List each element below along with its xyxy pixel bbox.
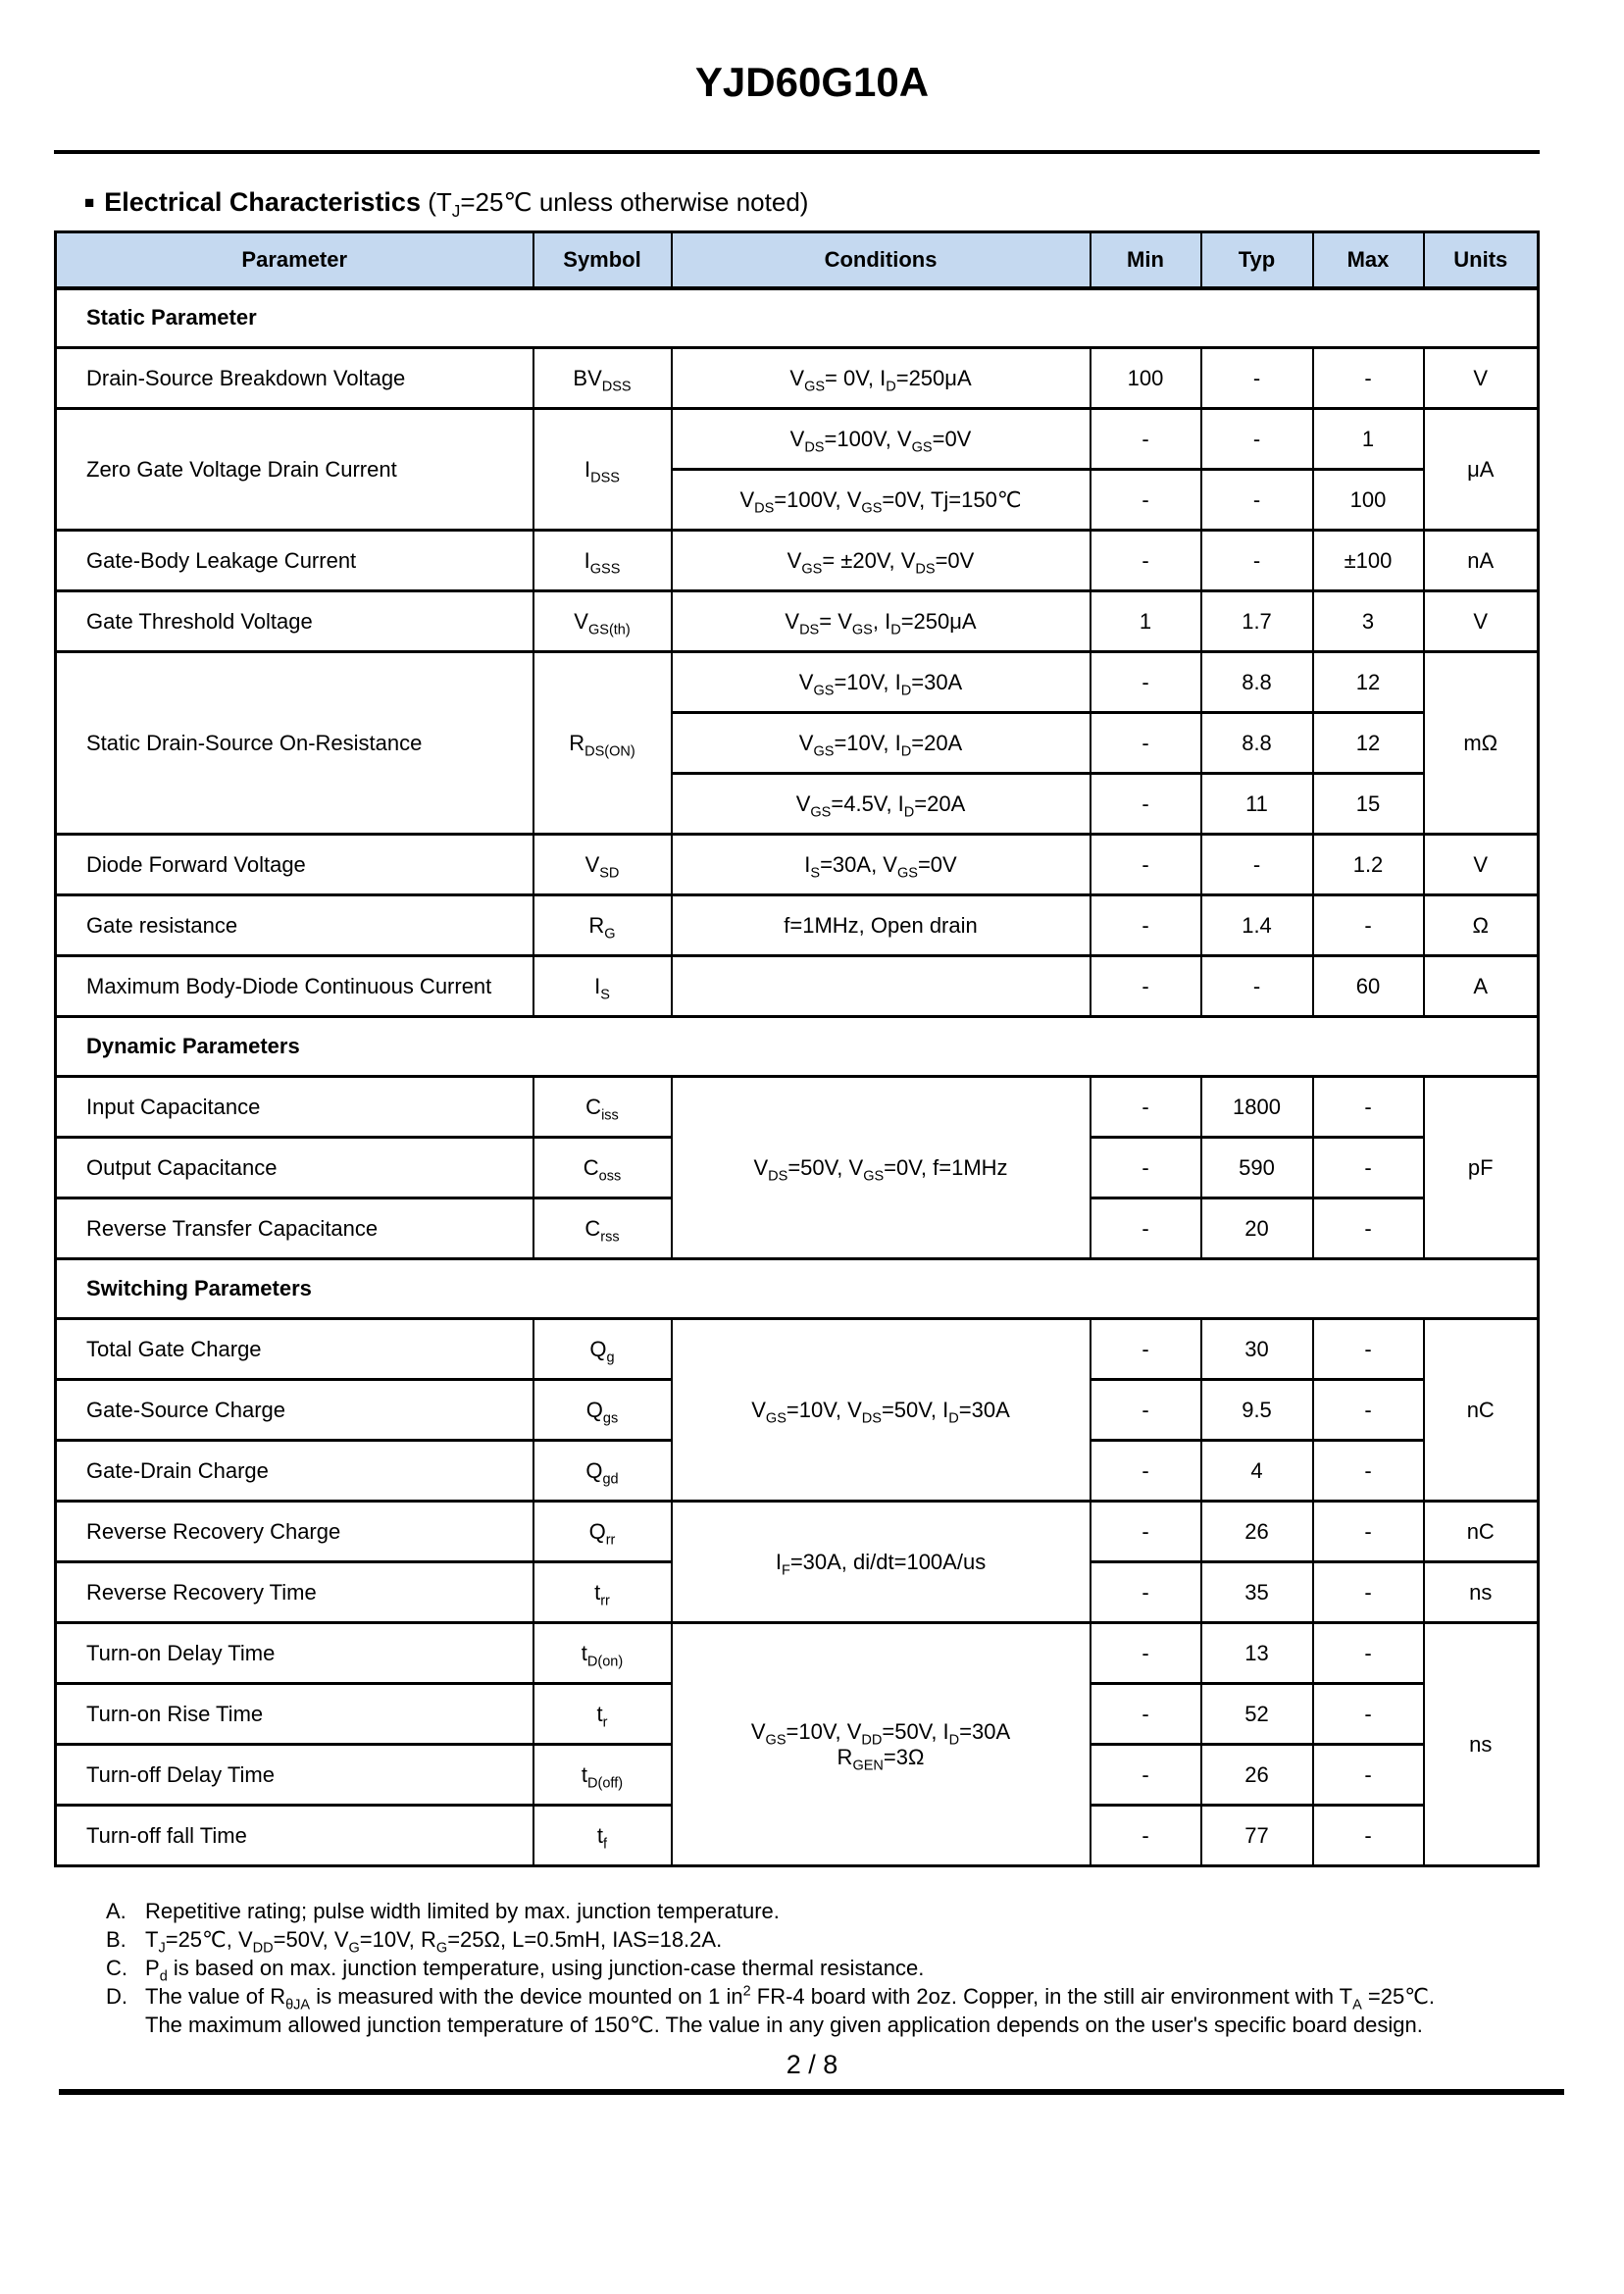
min-cell: - bbox=[1091, 1319, 1201, 1380]
footnote-c bbox=[106, 1954, 1624, 1985]
square-bullet-icon: ■ bbox=[84, 193, 95, 212]
title-divider-rule bbox=[54, 150, 1540, 154]
max-cell: 100 bbox=[1313, 470, 1424, 531]
conditions-cell: $V_{GS}=10V$, $I_D=20A$ bbox=[672, 713, 1091, 774]
footnote-label: A. bbox=[106, 1899, 127, 1923]
min-cell: 100 bbox=[1091, 348, 1201, 409]
parameter-cell: Gate-Source Charge bbox=[56, 1380, 533, 1441]
min-cell: - bbox=[1091, 531, 1201, 591]
header-row bbox=[56, 232, 1539, 288]
conditions-cell: $I_F=30A$, di/dt=100A/us bbox=[672, 1502, 1091, 1623]
footnote-text: $T_J=25℃$, $V_{DD}=50V$, $V_G=10V$, $R_G=25\Omega$, L=0.5mH, IAS=18.2A. bbox=[145, 1927, 723, 1957]
max-cell: 1.2 bbox=[1313, 835, 1424, 895]
footnote-label: B. bbox=[106, 1927, 127, 1952]
footnotes bbox=[106, 1897, 1624, 2039]
min-cell: - bbox=[1091, 895, 1201, 956]
min-cell: - bbox=[1091, 956, 1201, 1017]
min-cell: 1 bbox=[1091, 591, 1201, 652]
max-cell: 1 bbox=[1313, 409, 1424, 470]
units-cell: ns bbox=[1424, 1623, 1539, 1866]
parameter-cell: Static Drain-Source On-Resistance bbox=[56, 652, 533, 835]
typ-cell: 4 bbox=[1201, 1441, 1313, 1502]
parameter-cell: Gate-Drain Charge bbox=[56, 1441, 533, 1502]
symbol-cell: $C_{rss}$ bbox=[533, 1198, 672, 1259]
conditions-cell: $V_{DS}=100V$, $V_{GS}=0V$, Tj=150℃ bbox=[672, 470, 1091, 531]
units-cell: pF bbox=[1424, 1077, 1539, 1259]
typ-cell: 1.7 bbox=[1201, 591, 1313, 652]
min-cell: - bbox=[1091, 713, 1201, 774]
typ-cell: 1800 bbox=[1201, 1077, 1313, 1138]
conditions-cell: $V_{DS}=50V$, $V_{GS}=0V$, f=1MHz bbox=[672, 1077, 1091, 1259]
conditions-cell: $V_{GS}=10V$, $I_D=30A$ bbox=[672, 652, 1091, 713]
max-cell: - bbox=[1313, 1502, 1424, 1562]
max-cell: - bbox=[1313, 895, 1424, 956]
parameter-cell: Reverse Transfer Capacitance bbox=[56, 1198, 533, 1259]
parameter-cell: Gate Threshold Voltage bbox=[56, 591, 533, 652]
symbol-cell: $t_{rr}$ bbox=[533, 1562, 672, 1623]
conditions-cell: $V_{GS}=4.5V$, $I_D=20A$ bbox=[672, 774, 1091, 835]
symbol-cell: $C_{iss}$ bbox=[533, 1077, 672, 1138]
units-cell: nC bbox=[1424, 1319, 1539, 1502]
column-header-min: Min bbox=[1091, 232, 1201, 288]
symbol-cell: $V_{GS(th)}$ bbox=[533, 591, 672, 652]
section-row-static bbox=[56, 288, 1539, 348]
max-cell: - bbox=[1313, 1623, 1424, 1684]
typ-cell: 1.4 bbox=[1201, 895, 1313, 956]
typ-cell: 26 bbox=[1201, 1502, 1313, 1562]
symbol-cell: $Q_{gs}$ bbox=[533, 1380, 672, 1441]
symbol-cell: $I_S$ bbox=[533, 956, 672, 1017]
typ-cell: - bbox=[1201, 470, 1313, 531]
min-cell: - bbox=[1091, 774, 1201, 835]
conditions-cell: $V_{GS}=10V$, $V_{DD}=50V$, $I_D=30A$ $R_{GEN}=3\Omega$ bbox=[672, 1623, 1091, 1866]
footnote-label: C. bbox=[106, 1956, 127, 1980]
parameter-cell: Turn-on Delay Time bbox=[56, 1623, 533, 1684]
conditions-cell: $V_{GS}= \pm 20V$, $V_{DS}=0V$ bbox=[672, 531, 1091, 591]
units-cell: μA bbox=[1424, 409, 1539, 531]
symbol-cell: $t_f$ bbox=[533, 1806, 672, 1866]
symbol-cell: $I_{DSS}$ bbox=[533, 409, 672, 531]
typ-cell: - bbox=[1201, 956, 1313, 1017]
min-cell: - bbox=[1091, 1623, 1201, 1684]
symbol-cell: $BV_{DSS}$ bbox=[533, 348, 672, 409]
max-cell: - bbox=[1313, 1198, 1424, 1259]
max-cell: - bbox=[1313, 1745, 1424, 1806]
column-header-typ: Typ bbox=[1201, 232, 1313, 288]
column-header-units: Units bbox=[1424, 232, 1539, 288]
symbol-cell: $V_{SD}$ bbox=[533, 835, 672, 895]
parameter-cell: Gate resistance bbox=[56, 895, 533, 956]
parameter-cell: Reverse Recovery Charge bbox=[56, 1502, 533, 1562]
typ-cell: 30 bbox=[1201, 1319, 1313, 1380]
max-cell: 60 bbox=[1313, 956, 1424, 1017]
symbol-cell: $Q_{rr}$ bbox=[533, 1502, 672, 1562]
conditions-cell: f=1MHz, Open drain bbox=[672, 895, 1091, 956]
row-is bbox=[56, 956, 1539, 1017]
row-vsd bbox=[56, 835, 1539, 895]
electrical-characteristics-table bbox=[54, 230, 1540, 1867]
min-cell: - bbox=[1091, 1684, 1201, 1745]
symbol-cell: $Q_{gd}$ bbox=[533, 1441, 672, 1502]
typ-cell: - bbox=[1201, 835, 1313, 895]
min-cell: - bbox=[1091, 1562, 1201, 1623]
section-heading-bold: Electrical Characteristics bbox=[104, 187, 421, 217]
symbol-cell: $C_{oss}$ bbox=[533, 1138, 672, 1198]
min-cell: - bbox=[1091, 652, 1201, 713]
typ-cell: 35 bbox=[1201, 1562, 1313, 1623]
symbol-cell: $I_{GSS}$ bbox=[533, 531, 672, 591]
min-cell: - bbox=[1091, 1502, 1201, 1562]
max-cell: ±100 bbox=[1313, 531, 1424, 591]
max-cell: - bbox=[1313, 1562, 1424, 1623]
max-cell: - bbox=[1313, 1380, 1424, 1441]
column-header-conditions: Conditions bbox=[672, 232, 1091, 288]
min-cell: - bbox=[1091, 409, 1201, 470]
conditions-cell: $V_{DS}= V_{GS}$, $I_D=250\mu A$ bbox=[672, 591, 1091, 652]
units-cell: nA bbox=[1424, 531, 1539, 591]
max-cell: 12 bbox=[1313, 652, 1424, 713]
max-cell: - bbox=[1313, 1138, 1424, 1198]
min-cell: - bbox=[1091, 1806, 1201, 1866]
parameter-cell: Reverse Recovery Time bbox=[56, 1562, 533, 1623]
max-cell: 3 bbox=[1313, 591, 1424, 652]
typ-cell: 590 bbox=[1201, 1138, 1313, 1198]
section-heading-condition: ($T_J=25℃$ unless otherwise noted) bbox=[420, 187, 809, 222]
typ-cell: 11 bbox=[1201, 774, 1313, 835]
parameter-cell: Maximum Body-Diode Continuous Current bbox=[56, 956, 533, 1017]
column-header-max: Max bbox=[1313, 232, 1424, 288]
typ-cell: 20 bbox=[1201, 1198, 1313, 1259]
units-cell: Ω bbox=[1424, 895, 1539, 956]
row-qrr bbox=[56, 1502, 1539, 1562]
parameter-cell: Turn-off fall Time bbox=[56, 1806, 533, 1866]
parameter-cell: Total Gate Charge bbox=[56, 1319, 533, 1380]
symbol-cell: $t_{D(on)}$ bbox=[533, 1623, 672, 1684]
parameter-cell: Turn-on Rise Time bbox=[56, 1684, 533, 1745]
parameter-cell: Gate-Body Leakage Current bbox=[56, 531, 533, 591]
typ-cell: 52 bbox=[1201, 1684, 1313, 1745]
row-qg bbox=[56, 1319, 1539, 1380]
min-cell: - bbox=[1091, 835, 1201, 895]
footnote-text: Repetitive rating; pulse width limited by max. junction temperature. bbox=[145, 1899, 780, 1923]
section-title: Switching Parameters bbox=[56, 1259, 1539, 1319]
symbol-cell: $t_r$ bbox=[533, 1684, 672, 1745]
footer-rule bbox=[59, 2089, 1564, 2095]
parameter-cell: Output Capacitance bbox=[56, 1138, 533, 1198]
max-cell: 12 bbox=[1313, 713, 1424, 774]
typ-cell: 77 bbox=[1201, 1806, 1313, 1866]
max-cell: - bbox=[1313, 1441, 1424, 1502]
units-cell: V bbox=[1424, 835, 1539, 895]
units-cell: mΩ bbox=[1424, 652, 1539, 835]
min-cell: - bbox=[1091, 1198, 1201, 1259]
parameter-cell: Drain-Source Breakdown Voltage bbox=[56, 348, 533, 409]
symbol-cell: $Q_g$ bbox=[533, 1319, 672, 1380]
min-cell: - bbox=[1091, 1138, 1201, 1198]
row-idss-1 bbox=[56, 409, 1539, 470]
section-title: Static Parameter bbox=[56, 288, 1539, 348]
conditions-cell: $V_{GS}=10V$, $V_{DS}=50V$, $I_D=30A$ bbox=[672, 1319, 1091, 1502]
units-cell: nC bbox=[1424, 1502, 1539, 1562]
section-heading bbox=[84, 186, 1624, 222]
section-row-switching bbox=[56, 1259, 1539, 1319]
row-ciss bbox=[56, 1077, 1539, 1138]
conditions-cell bbox=[672, 956, 1091, 1017]
max-cell: - bbox=[1313, 1077, 1424, 1138]
row-rdson-1 bbox=[56, 652, 1539, 713]
conditions-cell: $V_{DS}=100V$, $V_{GS}=0V$ bbox=[672, 409, 1091, 470]
typ-cell: - bbox=[1201, 531, 1313, 591]
conditions-cell: $V_{GS}= 0V$, $I_D=250\mu A$ bbox=[672, 348, 1091, 409]
typ-cell: 9.5 bbox=[1201, 1380, 1313, 1441]
footnote-text: The value of $R_{\theta JA}$ is measured with the device mounted on 1 $in^2$ FR-4 board with 2oz. Copper, in the still air environment with $T_A$ =25℃. The maximum allowed junction temperature of 150℃. The value in any given application depends on the user's specific board design. bbox=[145, 1983, 1436, 2037]
min-cell: - bbox=[1091, 1441, 1201, 1502]
max-cell: - bbox=[1313, 348, 1424, 409]
max-cell: - bbox=[1313, 1806, 1424, 1866]
parameter-cell: Zero Gate Voltage Drain Current bbox=[56, 409, 533, 531]
row-tdon bbox=[56, 1623, 1539, 1684]
typ-cell: 13 bbox=[1201, 1623, 1313, 1684]
typ-cell: 8.8 bbox=[1201, 713, 1313, 774]
parameter-cell: Turn-off Delay Time bbox=[56, 1745, 533, 1806]
symbol-cell: $R_G$ bbox=[533, 895, 672, 956]
units-cell: A bbox=[1424, 956, 1539, 1017]
min-cell: - bbox=[1091, 1380, 1201, 1441]
footnote-a bbox=[106, 1897, 1624, 1925]
units-cell: V bbox=[1424, 591, 1539, 652]
column-header-symbol: Symbol bbox=[533, 232, 672, 288]
conditions-cell: $I_S=30A$, $V_{GS}=0V$ bbox=[672, 835, 1091, 895]
typ-cell: 26 bbox=[1201, 1745, 1313, 1806]
parameter-cell: Input Capacitance bbox=[56, 1077, 533, 1138]
footnote-d bbox=[106, 1982, 1624, 2039]
row-igss bbox=[56, 531, 1539, 591]
typ-cell: - bbox=[1201, 409, 1313, 470]
row-bvdss bbox=[56, 348, 1539, 409]
footnote-text: $P_d$ is based on max. junction temperature, using junction-case thermal resistance. bbox=[145, 1956, 925, 1985]
column-header-parameter: Parameter bbox=[56, 232, 533, 288]
min-cell: - bbox=[1091, 1077, 1201, 1138]
row-vgsth bbox=[56, 591, 1539, 652]
typ-cell: 8.8 bbox=[1201, 652, 1313, 713]
max-cell: - bbox=[1313, 1684, 1424, 1745]
parameter-cell: Diode Forward Voltage bbox=[56, 835, 533, 895]
min-cell: - bbox=[1091, 470, 1201, 531]
footnote-label: D. bbox=[106, 1984, 127, 2009]
typ-cell: - bbox=[1201, 348, 1313, 409]
symbol-cell: $R_{DS(ON)}$ bbox=[533, 652, 672, 835]
max-cell: - bbox=[1313, 1319, 1424, 1380]
units-cell: V bbox=[1424, 348, 1539, 409]
page-title: YJD60G10A bbox=[694, 59, 930, 105]
units-cell: ns bbox=[1424, 1562, 1539, 1623]
footnote-b bbox=[106, 1925, 1624, 1957]
section-title: Dynamic Parameters bbox=[56, 1017, 1539, 1077]
section-row-dynamic bbox=[56, 1017, 1539, 1077]
page-number: 2 / 8 bbox=[786, 2050, 838, 2079]
row-rg bbox=[56, 895, 1539, 956]
symbol-cell: $t_{D(off)}$ bbox=[533, 1745, 672, 1806]
max-cell: 15 bbox=[1313, 774, 1424, 835]
min-cell: - bbox=[1091, 1745, 1201, 1806]
